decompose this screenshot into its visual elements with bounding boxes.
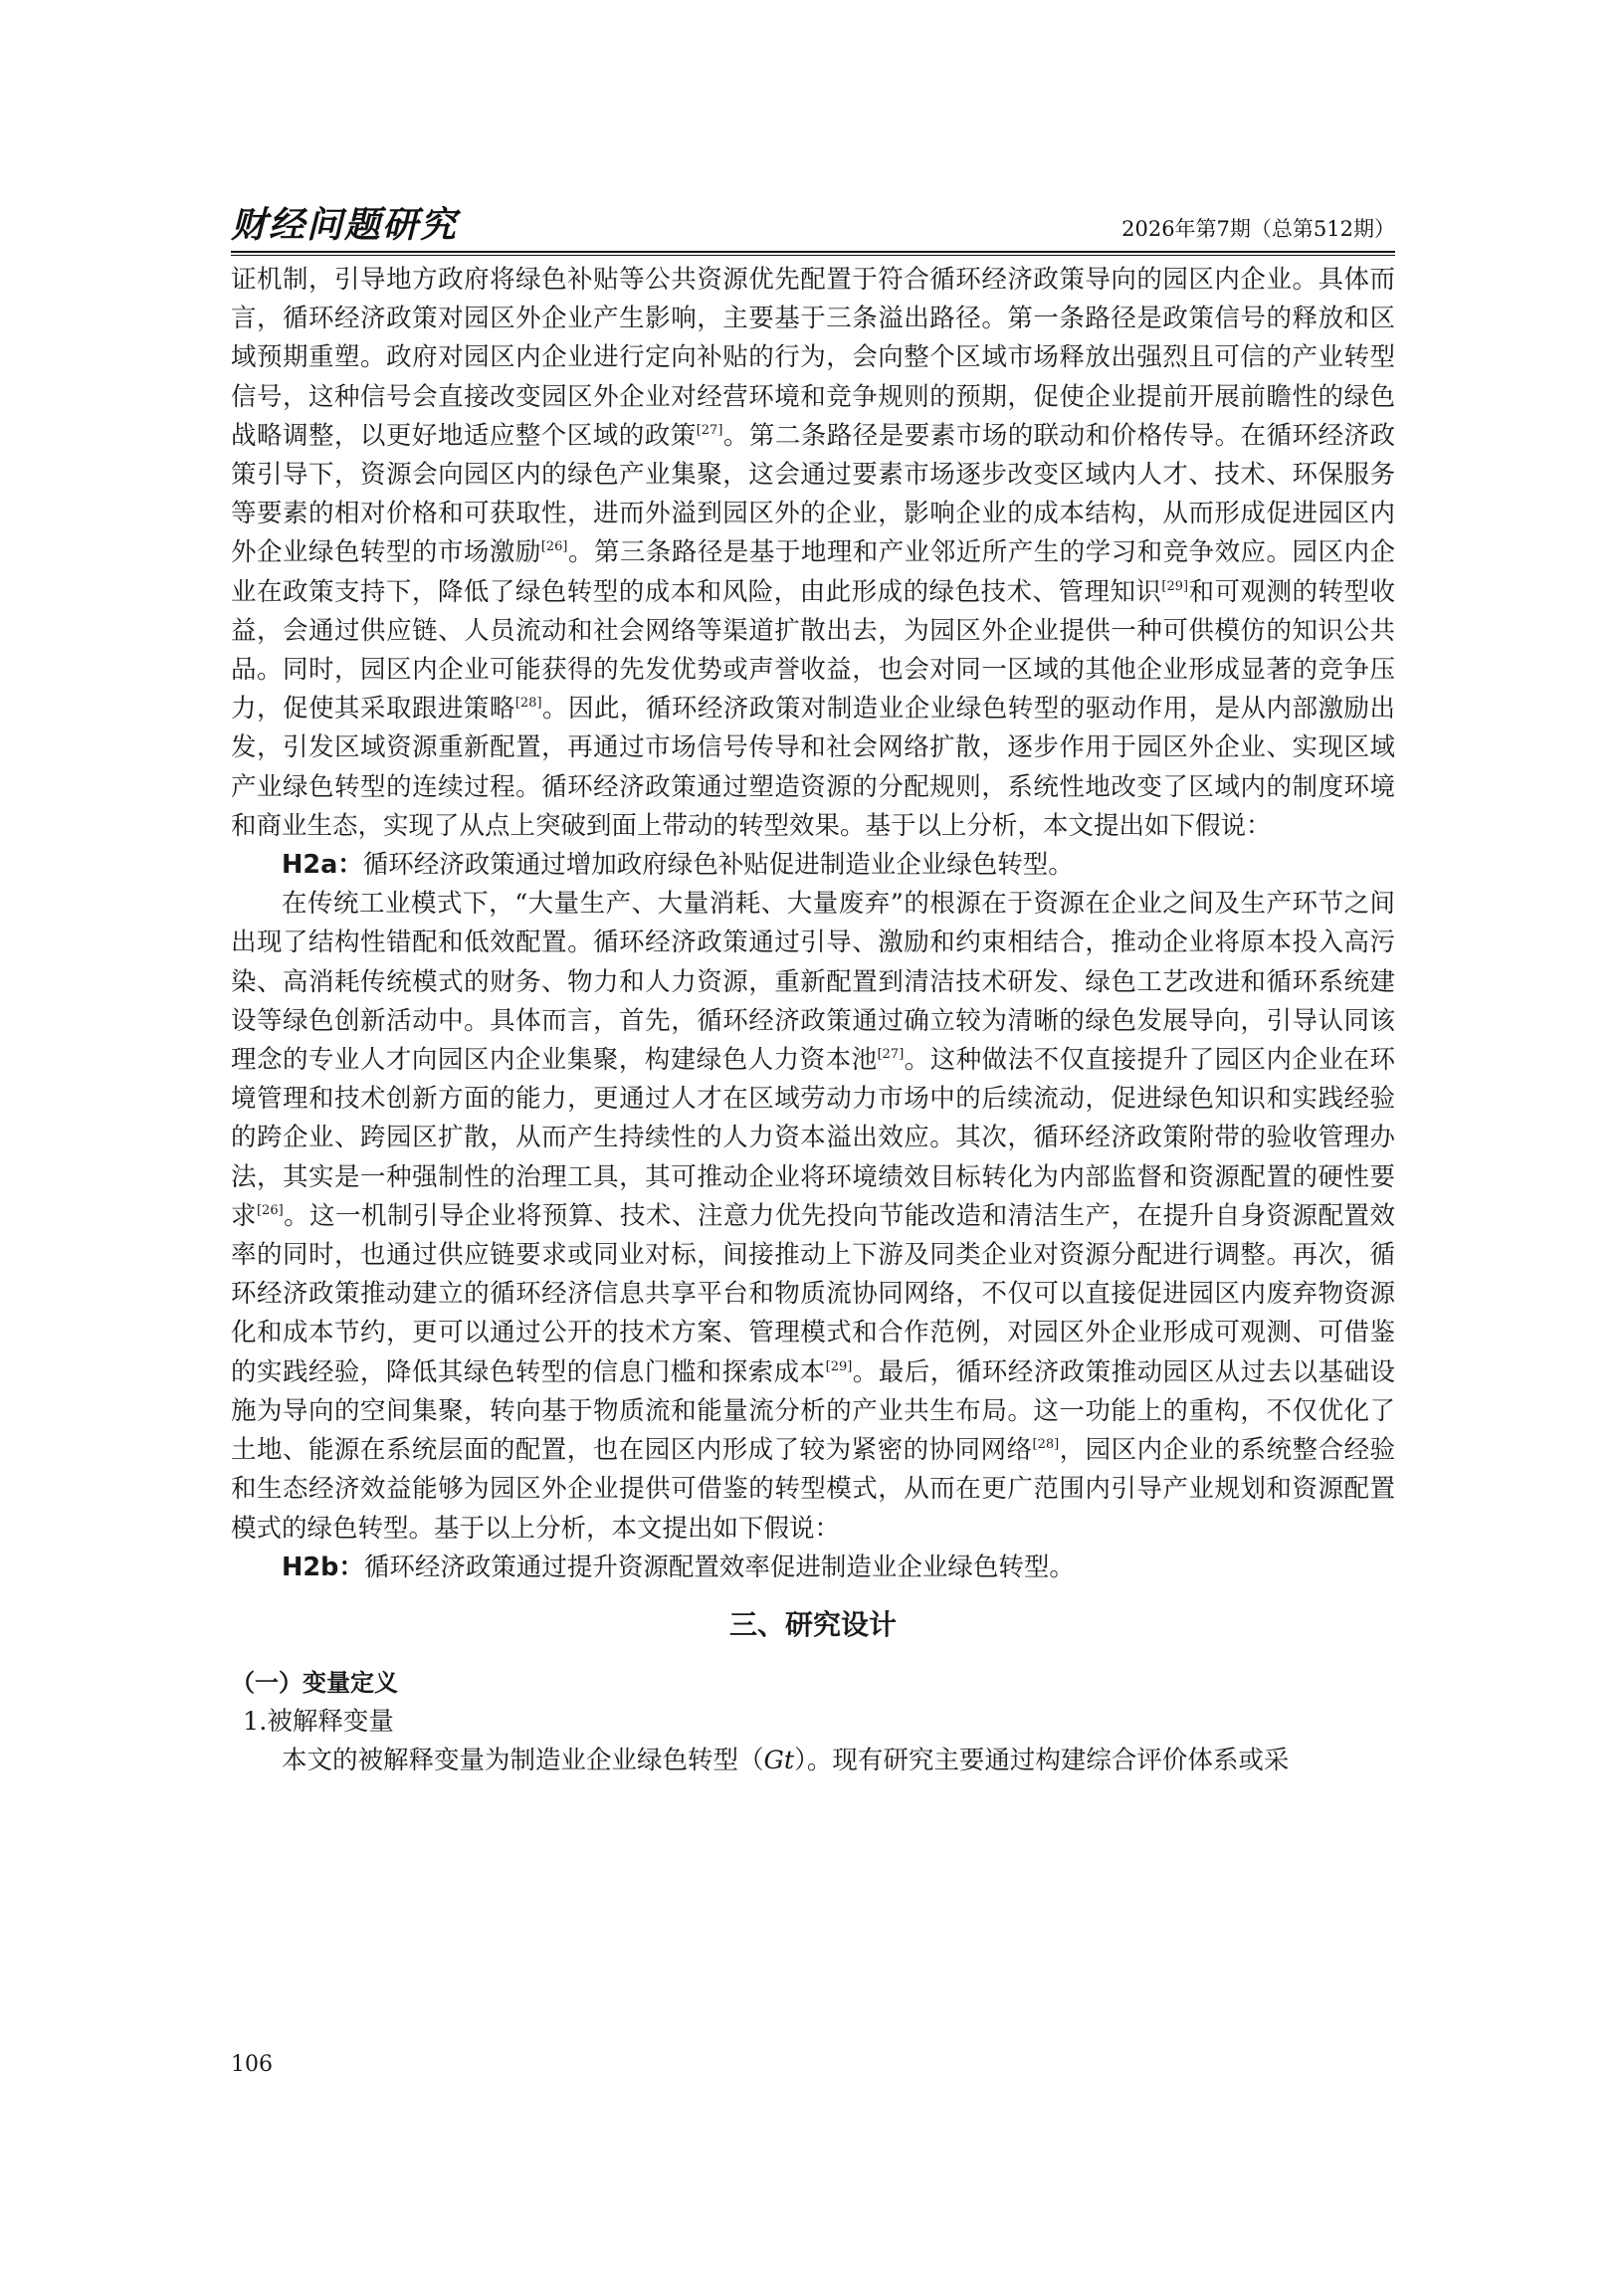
- hypothesis-label: H2a：: [282, 850, 363, 881]
- text-run: 。最后，循环经济政策推动园区从过去以基础设施为导向的空间集聚，转向基于物质流和能量流分析的产业共生布局。这一功能上的重构，不仅优化了土地、能源在系统层面的配置，也在园区内形成了较为紧密的协同网络: [231, 1356, 1395, 1466]
- citation: [27]: [696, 422, 723, 438]
- citation: [26]: [256, 1202, 284, 1218]
- text-run: 。因此，循环经济政策对制造业企业绿色转型的驱动作用，是从内部激励出发，引发区域资源重新配置，再通过市场信号传导和社会网络扩散，逐步作用于园区外企业、实现区域产业绿色转型的连续过程。循环经济政策通过塑造资源的分配规则，系统性地改变了区域内的制度环境和商业生态，实现了从点上突破到面上带动的转型效果。基于以上分析，本文提出如下假说：: [231, 694, 1395, 841]
- hypothesis-h2a: [231, 846, 1395, 885]
- subsection-title: （一）变量定义: [231, 1668, 398, 1697]
- page-number: 106: [231, 2052, 273, 2077]
- text-run: 证机制，引导地方政府将绿色补贴等公共资源优先配置于符合循环经济政策导向的园区内企业。具体而言，循环经济政策对园区外企业产生影响，主要基于三条溢出路径。第一条路径是政策信号的释放和区域预期重塑。政府对园区内企业进行定向补贴的行为，会向整个区域市场释放出强烈且可信的产业转型信号，这种信号会直接改变园区外企业对经营环境和竞争规则的预期，促使企业提前开展前瞻性的绿色战略调整，以更好地适应整个区域的政策: [231, 265, 1395, 451]
- citation: [28]: [1032, 1437, 1060, 1453]
- item-heading: 1.被解释变量: [243, 1706, 394, 1737]
- header-rule-thick: [231, 251, 1395, 253]
- text-run: 。第三条路径是基于地理和产业邻近所产生的学习和竞争效应。园区内企业在政策支持下，降低了绿色转型的成本和风险，由此形成的绿色技术、管理知识: [231, 537, 1395, 607]
- text-run: 本文的被解释变量为制造业企业绿色转型（: [282, 1746, 764, 1776]
- hypothesis-label: H2b：: [282, 1552, 364, 1582]
- citation: [28]: [514, 696, 542, 712]
- paragraph-dependent-variable: [231, 1742, 1395, 1780]
- citation: [29]: [825, 1358, 853, 1374]
- hypothesis-h2b: [231, 1549, 1395, 1587]
- text-run: ，园区内企业的系统整合经验和生态经济效益能够为园区外企业提供可借鉴的转型模式，从而在更广范围内引导产业规划和资源配置模式的绿色转型。基于以上分析，本文提出如下假说：: [231, 1435, 1395, 1544]
- paragraph-resource-allocation: [231, 885, 1395, 1548]
- section-title: 三、研究设计: [728, 1607, 897, 1641]
- text-run: 和可观测的转型收益，会通过供应链、人员流动和社会网络等渠道扩散出去，为园区外企业提供一种可供模仿的知识公共品。同时，园区内企业可能获得的先发优势或声誉收益，也会对同一区域的其他企业形成显著的竞争压力，促使其采取跟进策略: [231, 576, 1395, 725]
- text-run: 。这种做法不仅直接提升了园区内企业在环境管理和技术创新方面的能力，更通过人才在区域劳动力市场中的后续流动，促进绿色知识和实践经验的跨企业、跨园区扩散，从而产生持续性的人力资本溢出效应。其次，循环经济政策附带的验收管理办法，其实是一种强制性的治理工具，其可推动企业将环境绩效目标转化为内部监督和资源配置的硬性要求: [231, 1045, 1395, 1231]
- variable-symbol: Gt: [763, 1746, 795, 1776]
- issue-info: 2026年第7期（总第512期）: [1121, 217, 1395, 241]
- citation: [27]: [877, 1047, 905, 1063]
- hypothesis-text: 循环经济政策通过增加政府绿色补贴促进制造业企业绿色转型。: [362, 850, 1074, 881]
- text-run: 在传统工业模式下，“大量生产、大量消耗、大量废弃”的根源在于资源在企业之间及生产环节之间出现了结构性错配和低效配置。循环经济政策通过引导、激励和约束相结合，推动企业将原本投入高污染、高消耗传统模式的财务、物力和人力资源，重新配置到清洁技术研发、绿色工艺改进和循环系统建设等绿色创新活动中。具体而言，首先，循环经济政策通过确立较为清晰的绿色发展导向，引导认同该理念的专业人才向园区内企业集聚，构建绿色人力资本池: [231, 889, 1395, 1076]
- header-rule-thin: [231, 255, 1395, 256]
- article-body: [231, 261, 1395, 1780]
- journal-logo: 财经问题研究: [231, 204, 459, 246]
- text-run: ）。现有研究主要通过构建综合评价体系或采: [794, 1746, 1290, 1776]
- citation: [29]: [1161, 578, 1189, 594]
- text-run: 。第二条路径是要素市场的联动和价格传导。在循环经济政策引导下，资源会向园区内的绿色产业集聚，这会通过要素市场逐步改变区域内人才、技术、环保服务等要素的相对价格和可获取性，进而外溢到园区外的企业，影响企业的成本结构，从而形成促进园区内外企业绿色转型的市场激励: [231, 420, 1395, 568]
- hypothesis-text: 循环经济政策通过提升资源配置效率促进制造业企业绿色转型。: [363, 1552, 1075, 1582]
- paragraph-spillover-paths: [231, 261, 1395, 846]
- text-run: 。这一机制引导企业将预算、技术、注意力优先投向节能改造和清洁生产，在提升自身资源配置效率的同时，也通过供应链要求或同业对标，间接推动上下游及同类企业对资源分配进行调整。再次，循环经济政策推动建立的循环经济信息共享平台和物质流协同网络，不仅可以直接促进园区内废弃物资源化和成本节约，更可以通过公开的技术方案、管理模式和合作范例，对园区外企业形成可观测、可借鉴的实践经验，降低其绿色转型的信息门槛和探索成本: [231, 1200, 1395, 1387]
- citation: [26]: [540, 539, 568, 555]
